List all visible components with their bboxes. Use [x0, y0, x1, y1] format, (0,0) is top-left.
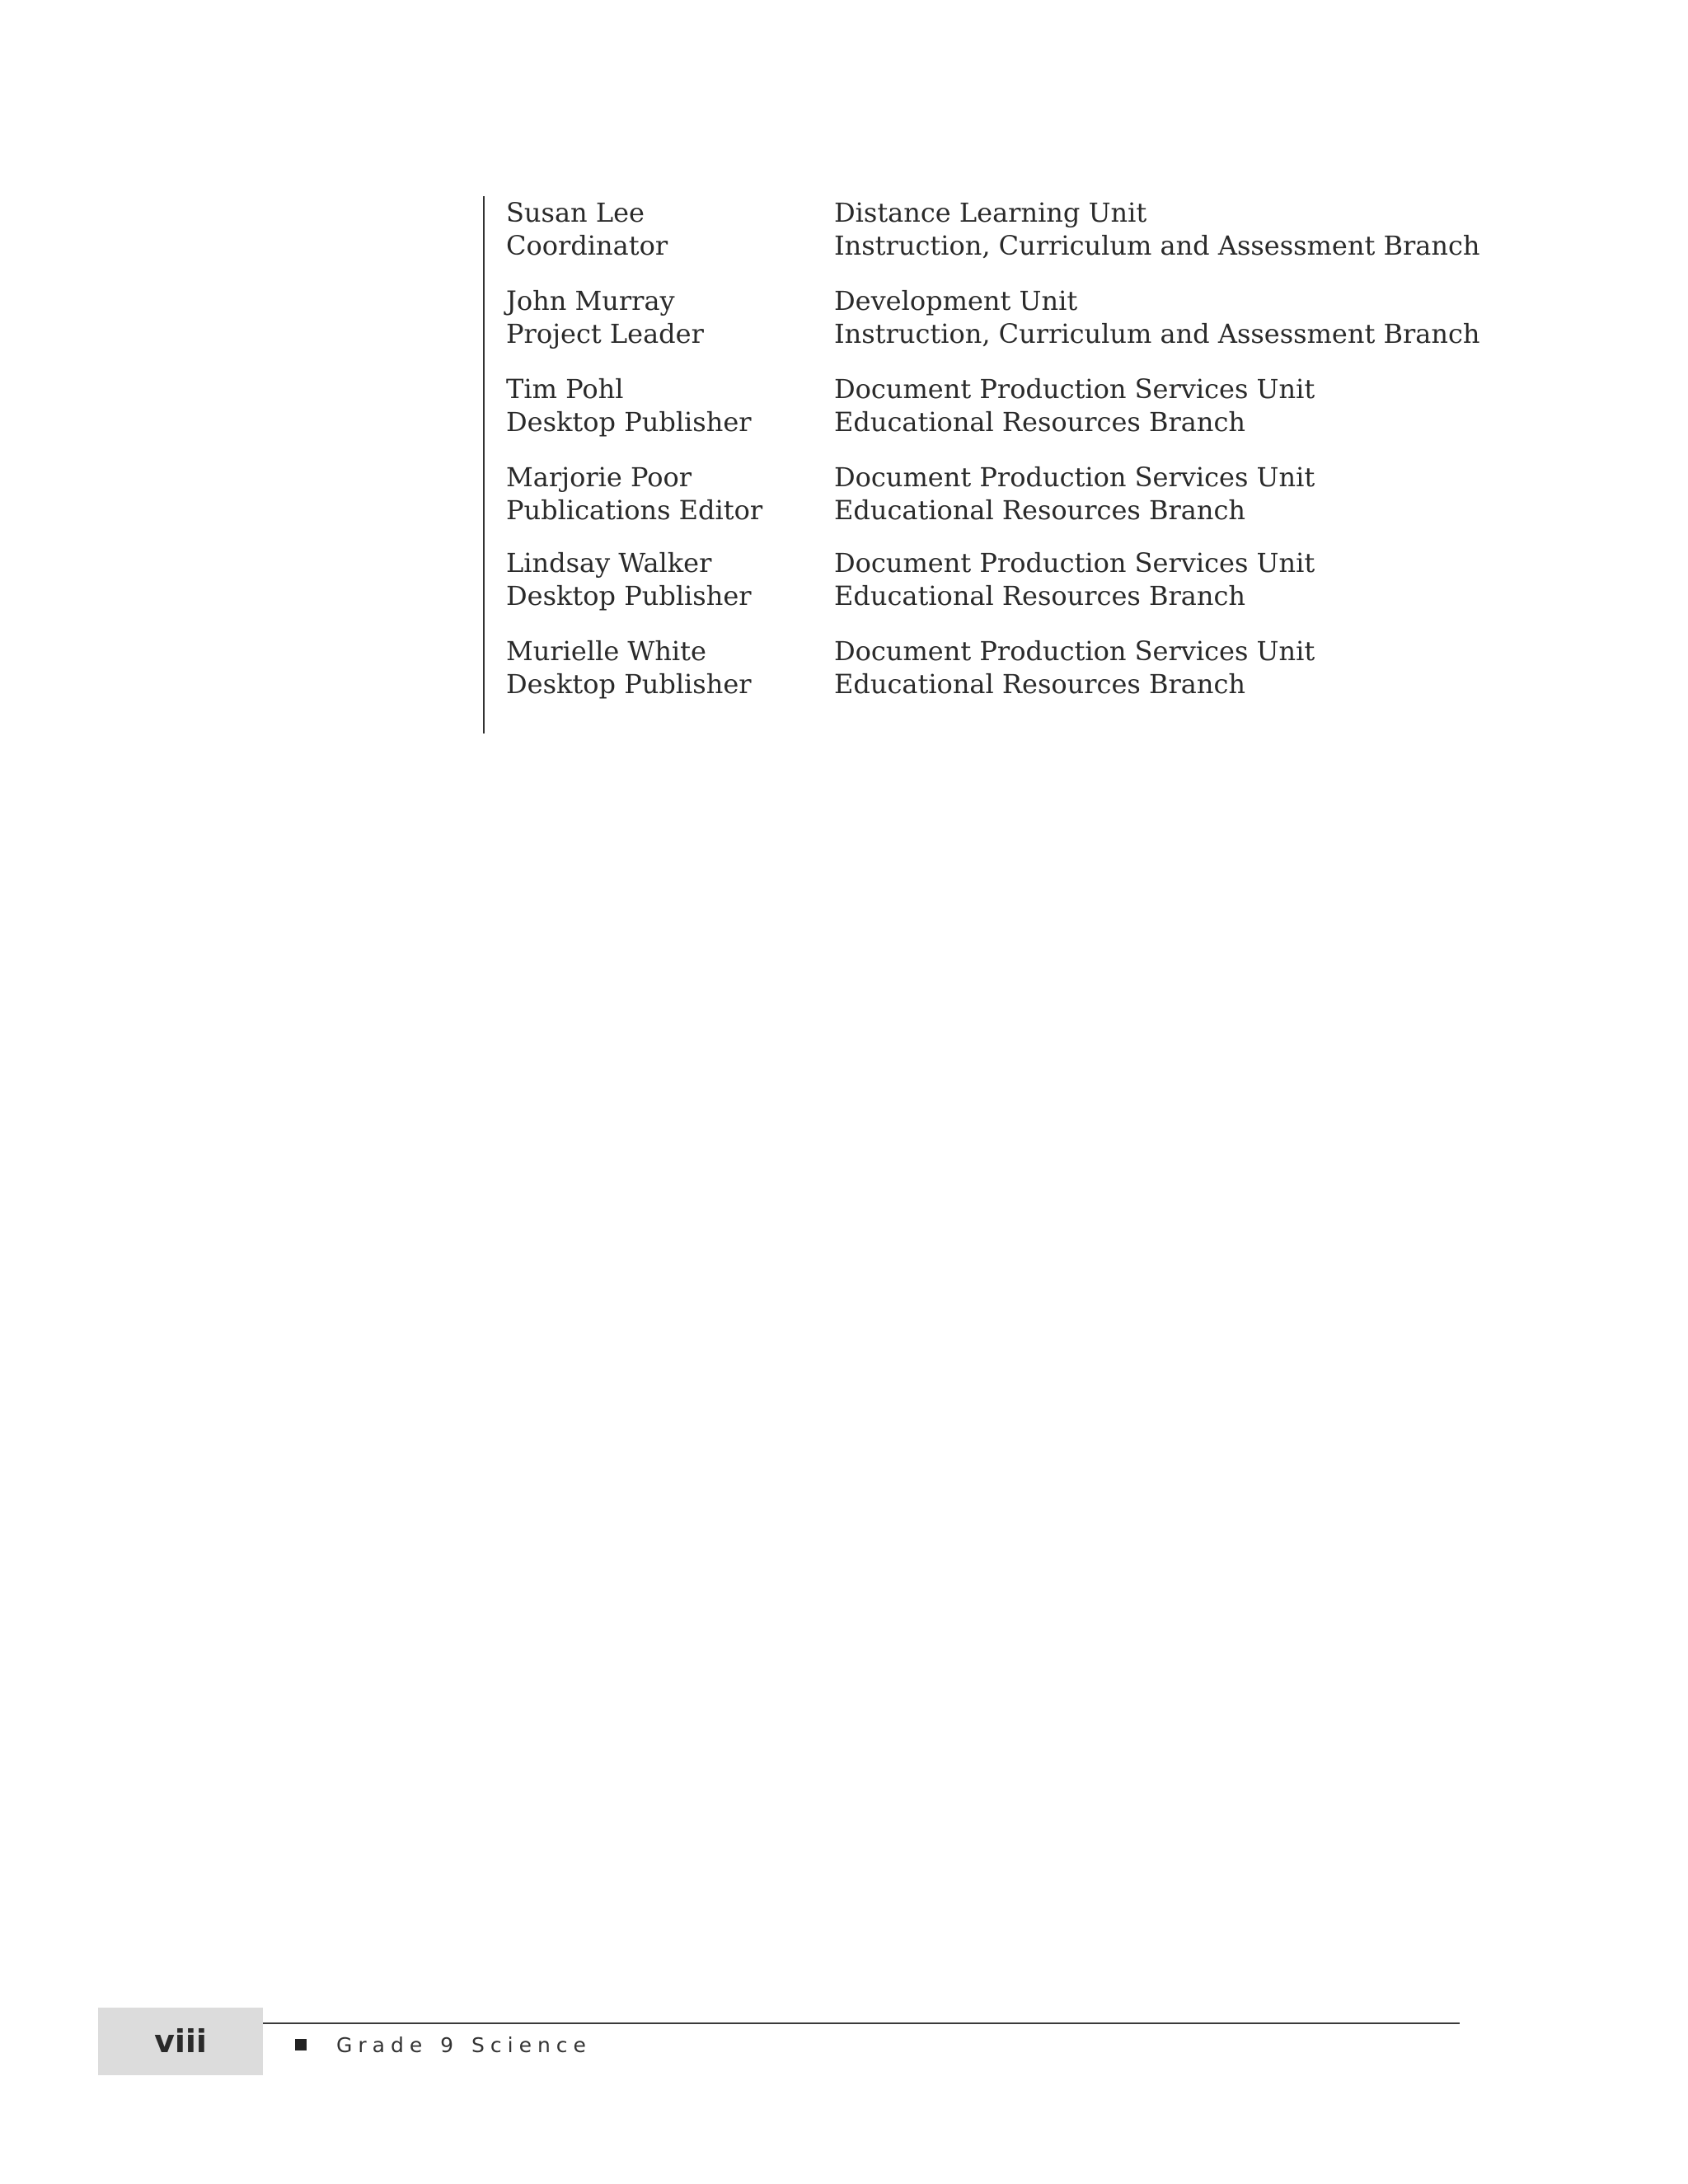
page-number-box	[98, 2008, 263, 2075]
person-column	[506, 635, 819, 701]
affiliation-column	[834, 196, 1480, 262]
page-number: viii	[154, 2023, 207, 2060]
affiliation-column	[834, 284, 1480, 350]
person-column	[506, 196, 819, 262]
credit-entry	[506, 461, 1462, 527]
person-role: Project Leader	[506, 318, 704, 349]
person-role: Publications Editor	[506, 494, 763, 526]
page-footer	[98, 2008, 1463, 2075]
square-bullet-icon	[295, 2039, 307, 2050]
footer-title: Grade 9 Science	[336, 2033, 592, 2057]
branch-name: Instruction, Curriculum and Assessment Branch	[834, 318, 1480, 349]
branch-name: Educational Resources Branch	[834, 406, 1246, 438]
credits-list	[483, 196, 1480, 732]
person-role: Coordinator	[506, 230, 668, 261]
vertical-rule	[483, 196, 485, 733]
affiliation-column	[834, 373, 1461, 438]
person-name: Susan Lee	[506, 197, 645, 228]
branch-name: Educational Resources Branch	[834, 668, 1246, 700]
affiliation-column	[834, 635, 1461, 701]
branch-name: Instruction, Curriculum and Assessment Branch	[834, 230, 1480, 261]
person-name: Murielle White	[506, 635, 706, 667]
credit-entry	[506, 284, 1480, 350]
person-column	[506, 373, 819, 438]
person-role: Desktop Publisher	[506, 406, 752, 438]
affiliation-column	[834, 461, 1461, 527]
unit-name: Document Production Services Unit	[834, 635, 1315, 667]
footer-rule	[263, 2022, 1460, 2024]
credit-entry	[506, 635, 1462, 701]
credit-entry	[506, 373, 1462, 438]
unit-name: Document Production Services Unit	[834, 547, 1315, 579]
person-column	[506, 461, 819, 527]
credit-entry	[506, 196, 1480, 262]
person-column	[506, 546, 819, 612]
unit-name: Development Unit	[834, 285, 1078, 316]
unit-name: Document Production Services Unit	[834, 373, 1315, 405]
person-role: Desktop Publisher	[506, 668, 752, 700]
person-role: Desktop Publisher	[506, 580, 752, 612]
unit-name: Distance Learning Unit	[834, 197, 1147, 228]
branch-name: Educational Resources Branch	[834, 494, 1246, 526]
credit-entry	[506, 546, 1462, 612]
person-name: Tim Pohl	[506, 373, 624, 405]
person-name: John Murray	[506, 285, 675, 316]
person-name: Marjorie Poor	[506, 462, 692, 493]
person-name: Lindsay Walker	[506, 547, 712, 579]
branch-name: Educational Resources Branch	[834, 580, 1246, 612]
unit-name: Document Production Services Unit	[834, 462, 1315, 493]
affiliation-column	[834, 546, 1461, 612]
person-column	[506, 284, 819, 350]
